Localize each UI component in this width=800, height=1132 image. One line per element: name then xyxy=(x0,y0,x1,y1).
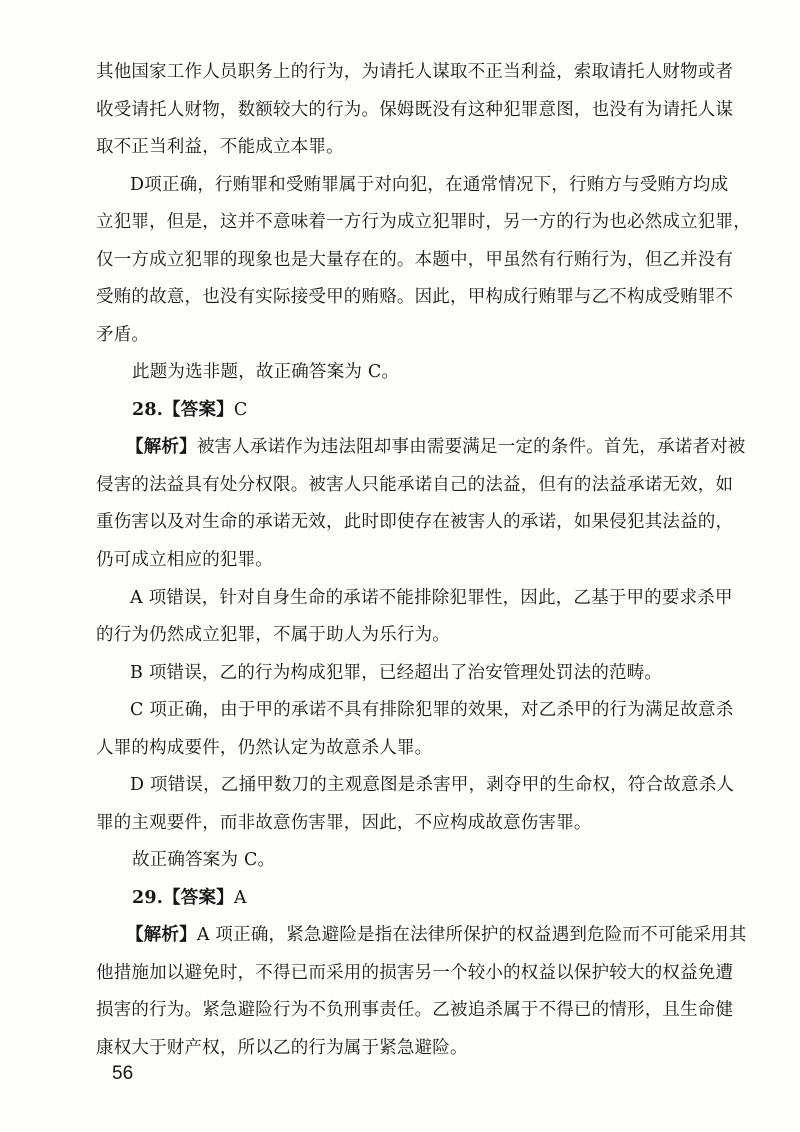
text-line: 仍可成立相应的犯罪。 xyxy=(96,550,273,570)
text-line: 损害的行为。紧急避险行为不负刑事责任。乙被追杀属于不得已的情形，且生命健 xyxy=(96,1000,734,1020)
text-line: 此题为选非题，故正确答案为 C。 xyxy=(132,362,400,382)
text-line: 他措施加以避免时，不得已而采用的损害另一个较小的权益以保护较大的权益免遭 xyxy=(96,963,734,983)
text-line: A 项错误，针对自身生命的承诺不能排除犯罪性，因此，乙基于甲的要求杀甲 xyxy=(130,588,733,608)
text-line: 【解析】被害人承诺作为违法阻却事由需要满足一定的条件。首先，承诺者对被 xyxy=(126,437,746,457)
text-line: 立犯罪，但是，这并不意味着一方行为成立犯罪时，另一方的行为也必然成立犯罪， xyxy=(96,212,751,232)
text-line: 罪的主观要件，而非故意伤害罪，因此，不应构成故意伤害罪。 xyxy=(96,813,592,833)
text-line: 受贿的故意，也没有实际接受甲的贿赂。因此，甲构成行贿罪与乙不构成受贿罪不 xyxy=(96,287,734,307)
text-line: 【解析】A 项正确，紧急避险是指在法律所保护的权益遇到危险而不可能采用其 xyxy=(126,925,747,945)
text-line: D项正确，行贿罪和受贿罪属于对向犯，在通常情况下，行贿方与受贿方均成 xyxy=(130,175,729,195)
text-line: 故正确答案为 C。 xyxy=(132,850,276,870)
text-line: 矛盾。 xyxy=(96,325,150,345)
text-line: D 项错误，乙捅甲数刀的主观意图是杀害甲，剥夺甲的生命权，符合故意杀人 xyxy=(130,775,735,795)
text-line: C 项正确，由于甲的承诺不具有排除犯罪的效果，对乙杀甲的行为满足故意杀 xyxy=(130,700,734,720)
text-line: 其他国家工作人员职务上的行为，为请托人谋取不正当利益，索取请托人财物或者 xyxy=(96,62,734,82)
page-number: 56 xyxy=(112,1063,134,1084)
text-line: 侵害的法益具有处分权限。被害人只能承诺自己的法益，但有的法益承诺无效，如 xyxy=(96,475,734,495)
text-line: 收受请托人财物，数额较大的行为。保姆既没有这种犯罪意图，也没有为请托人谋 xyxy=(96,100,734,120)
text-line: 人罪的构成要件，仍然认定为故意杀人罪。 xyxy=(96,738,433,758)
text-line: 仅一方成立犯罪的现象也是大量存在的。本题中，甲虽然有行贿行为，但乙并没有 xyxy=(96,250,734,270)
text-line: 康权大于财产权，所以乙的行为属于紧急避险。 xyxy=(96,1038,468,1058)
answer-heading: 29.【答案】A xyxy=(132,888,247,908)
text-line: B 项错误，乙的行为构成犯罪，已经超出了治安管理处罚法的范畴。 xyxy=(130,663,663,683)
text-line: 取不正当利益，不能成立本罪。 xyxy=(96,137,344,157)
text-line: 重伤害以及对生命的承诺无效，此时即使存在被害人的承诺，如果侵犯其法益的， xyxy=(96,512,734,532)
text-line: 的行为仍然成立犯罪，不属于助人为乐行为。 xyxy=(96,625,450,645)
answer-heading: 28.【答案】C xyxy=(132,400,248,420)
